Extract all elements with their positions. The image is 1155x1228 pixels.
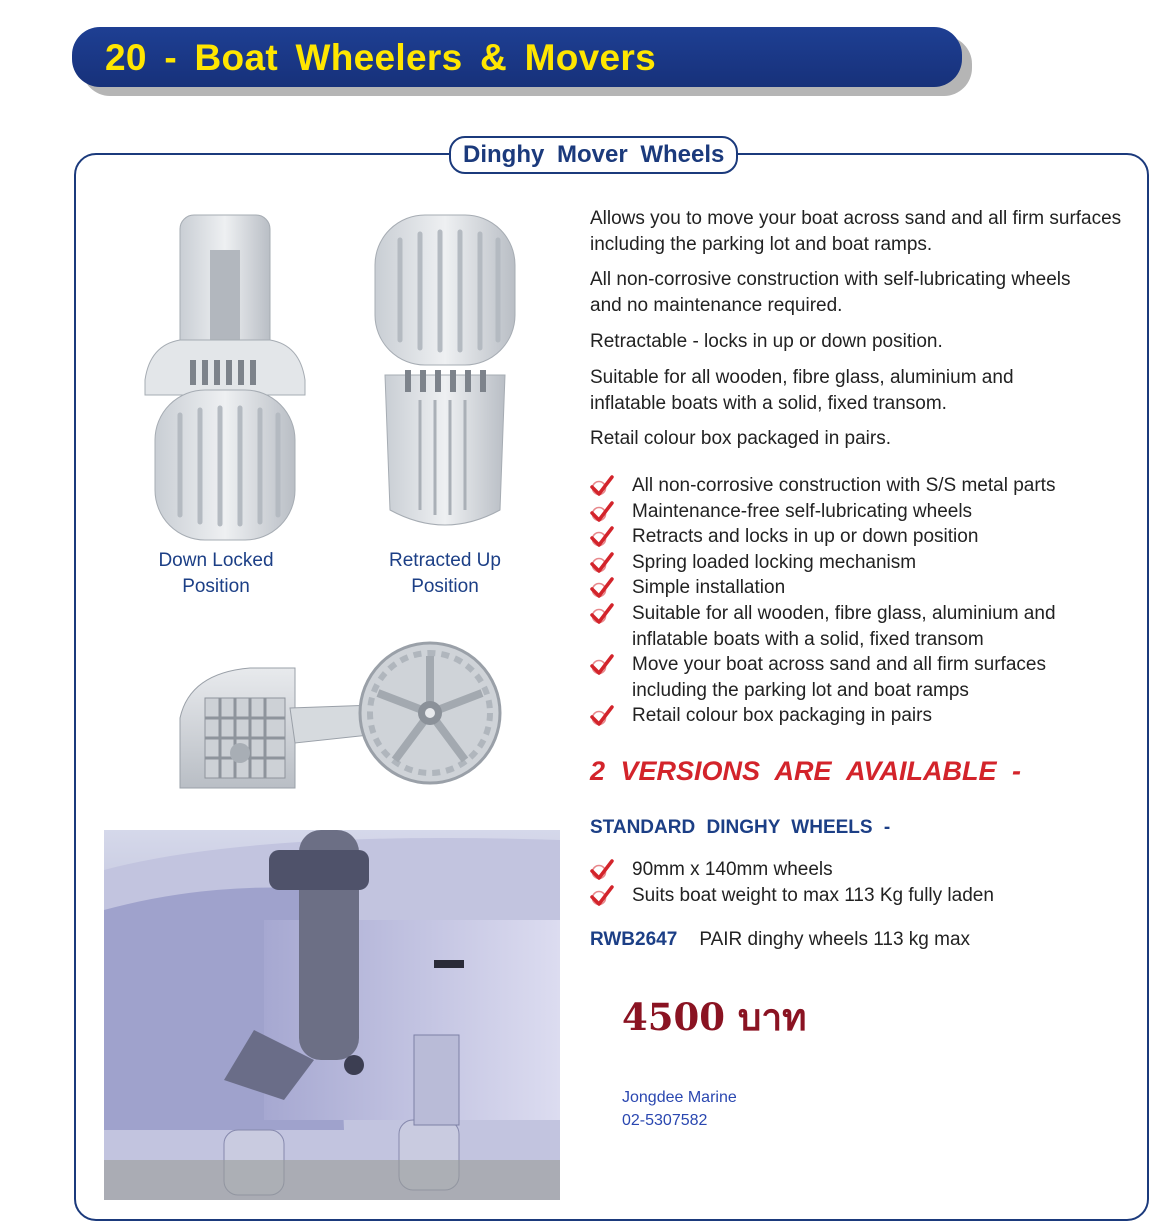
feature-text: All non-corrosive construction with S/S metal parts [632, 475, 1056, 496]
side-view-wheel-image [160, 638, 520, 803]
contact-company: Jongdee Marine [622, 1089, 737, 1106]
retracted-up-caption [345, 548, 545, 600]
list-item [590, 883, 1115, 909]
list-item [590, 857, 1115, 883]
list-item [590, 473, 1115, 499]
spec-text: 90mm x 140mm wheels [632, 859, 833, 880]
list-item [590, 550, 1115, 576]
list-item [590, 524, 1115, 550]
feature-text: Simple installation [632, 577, 786, 599]
description-paragraph: All non-corrosive construction with self-lubricating wheels and no maintenance required. [590, 269, 1071, 316]
list-item [590, 601, 1115, 652]
red-checkmark-icon [590, 883, 632, 909]
feature-text: Move your boat across sand and all firm surfaces including the parking lot and boat ramps [632, 654, 1046, 701]
contact-phone: 02-5307582 [622, 1112, 708, 1129]
list-item [590, 703, 1115, 729]
red-checkmark-icon [590, 575, 632, 601]
feature-list [590, 473, 1115, 729]
product-code: RWB2647 [590, 929, 678, 950]
down-locked-wheel-image [140, 210, 310, 550]
feature-text: Retail colour box packaging in pairs [632, 705, 932, 727]
spec-text: Suits boat weight to max 113 Kg fully laden [632, 884, 994, 906]
red-checkmark-icon [590, 601, 632, 652]
section-title: Dinghy Mover Wheels [449, 136, 738, 174]
page-title: 20 - Boat Wheelers & Movers [105, 37, 656, 78]
description-paragraph: Allows you to move your boat across sand and all firm surfaces including the parking lot and boat ramps. [590, 208, 1122, 255]
red-checkmark-icon [590, 703, 632, 729]
red-checkmark-icon [590, 473, 632, 499]
price: 4500 บาท [622, 995, 807, 1039]
product-code-description: PAIR dinghy wheels 113 kg max [699, 929, 971, 950]
versions-heading: 2 VERSIONS ARE AVAILABLE - [590, 756, 1022, 786]
list-item [590, 652, 1115, 703]
list-item [590, 499, 1115, 525]
red-checkmark-icon [590, 524, 632, 550]
description-paragraph: Suitable for all wooden, fibre glass, aluminium and inflatable boats with a solid, fixed transom. [590, 367, 1014, 414]
feature-text: Retracts and locks in up or down position [632, 526, 979, 548]
retracted-up-wheel-image [360, 210, 530, 550]
list-item [590, 575, 1115, 601]
red-checkmark-icon [590, 652, 632, 703]
description-paragraph: Retail colour box packaged in pairs. [590, 428, 892, 449]
down-locked-caption-text: Down Locked Position [158, 550, 274, 597]
standard-spec-list [590, 857, 1115, 908]
boat-photo-image [104, 830, 560, 1205]
feature-text: Maintenance-free self-lubricating wheels [632, 500, 973, 522]
description-paragraph: Retractable - locks in up or down position. [590, 331, 943, 352]
down-locked-caption [116, 548, 316, 600]
feature-text: Spring loaded locking mechanism [632, 551, 917, 573]
red-checkmark-icon [590, 499, 632, 525]
retracted-up-caption-text: Retracted Up Position [389, 550, 501, 597]
standard-heading: STANDARD DINGHY WHEELS - [590, 817, 891, 838]
red-checkmark-icon [590, 857, 632, 883]
product-code-line [590, 929, 970, 951]
feature-text: Suitable for all wooden, fibre glass, aluminium and inflatable boats with a solid, fixed transom [632, 602, 1056, 650]
red-checkmark-icon [590, 550, 632, 576]
